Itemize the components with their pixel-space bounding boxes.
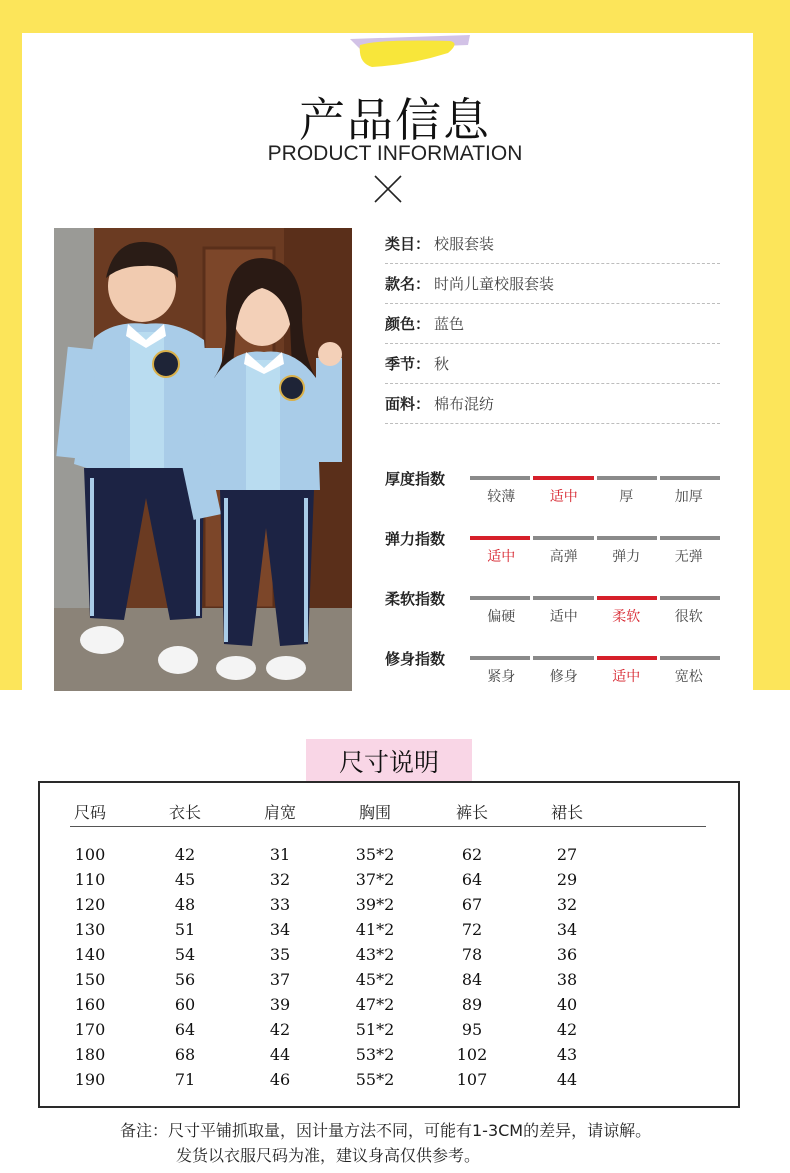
index-option: 高弹 (549, 549, 578, 565)
size-cell: 42 (269, 1020, 291, 1039)
info-key: 面料： (385, 395, 431, 413)
size-cell: 34 (556, 920, 578, 939)
index-label: 修身指数 (385, 650, 446, 668)
size-cell: 45 (174, 870, 196, 889)
size-cell: 32 (269, 870, 291, 889)
size-cell: 140 (74, 945, 106, 964)
index-bar-segment (597, 536, 657, 540)
size-cell: 60 (174, 995, 196, 1014)
product-info-list (385, 224, 720, 424)
size-cell: 56 (174, 970, 196, 989)
index-option: 适中 (612, 669, 641, 685)
index-option: 偏硬 (487, 609, 516, 625)
note-line-2: 发货以衣服尺码为准，建议身高仅供参考。 (176, 1146, 481, 1165)
size-cell: 72 (461, 920, 483, 939)
size-cell: 43*2 (355, 945, 395, 964)
info-row-style-name (385, 264, 720, 304)
index-bar-segment (533, 476, 593, 480)
size-cell: 130 (74, 920, 106, 939)
index-options (470, 606, 720, 626)
index-block (385, 588, 720, 628)
index-bar-segment (660, 596, 720, 600)
index-options (470, 546, 720, 566)
size-cell: 44 (556, 1070, 578, 1089)
size-cell: 36 (556, 945, 578, 964)
info-value: 校服套装 (434, 235, 495, 253)
product-photo (54, 228, 352, 691)
info-value: 蓝色 (434, 315, 465, 333)
info-row-season (385, 344, 720, 384)
size-cell: 120 (74, 895, 106, 914)
note-line-1: 备注：尺寸平铺抓取量，因计量方法不同，可能有1-3CM的差异，请谅解。 (120, 1121, 652, 1140)
index-option: 无弹 (674, 549, 703, 565)
brush-stroke-decoration (320, 33, 480, 73)
index-bar-segment (470, 476, 530, 480)
index-option: 弹力 (612, 549, 641, 565)
index-options (470, 486, 720, 506)
index-bar-segment (597, 476, 657, 480)
page-title: 产品信息 (299, 93, 491, 147)
size-cell: 170 (74, 1020, 106, 1039)
info-row-color (385, 304, 720, 344)
size-cell: 44 (269, 1045, 291, 1064)
index-bar-segment (597, 656, 657, 660)
size-cell: 43 (556, 1045, 578, 1064)
index-block (385, 648, 720, 688)
size-header-cell: 裙长 (550, 803, 583, 822)
index-bar-track (470, 536, 720, 540)
size-cell: 150 (74, 970, 106, 989)
size-header-cell: 胸围 (358, 803, 391, 822)
index-option: 适中 (487, 549, 516, 565)
index-block (385, 468, 720, 508)
size-cell: 37 (269, 970, 291, 989)
size-cell: 48 (174, 895, 196, 914)
size-cell: 64 (174, 1020, 196, 1039)
size-cell: 39 (269, 995, 291, 1014)
index-bar-segment (470, 596, 530, 600)
size-table (38, 781, 740, 1108)
index-bar-track (470, 476, 720, 480)
info-value: 秋 (434, 355, 450, 373)
size-cell: 53*2 (355, 1045, 395, 1064)
size-cell: 46 (269, 1070, 291, 1089)
size-cell: 68 (174, 1045, 196, 1064)
index-bar-segment (533, 596, 593, 600)
size-cell: 42 (174, 845, 196, 864)
size-cell: 64 (461, 870, 483, 889)
size-cell: 35*2 (355, 845, 395, 864)
index-options (470, 666, 720, 686)
size-cell: 190 (74, 1070, 106, 1089)
size-cell: 71 (174, 1070, 196, 1089)
size-header-cell: 尺码 (73, 803, 106, 822)
index-bar-track (470, 596, 720, 600)
size-cell: 89 (461, 995, 483, 1014)
size-cell: 180 (74, 1045, 106, 1064)
index-bar-track (470, 656, 720, 660)
size-cell: 29 (556, 870, 578, 889)
size-cell: 47*2 (355, 995, 395, 1014)
info-row-fabric (385, 384, 720, 424)
size-cell: 107 (456, 1070, 488, 1089)
index-bar-segment (533, 536, 593, 540)
size-cell: 45*2 (355, 970, 395, 989)
size-cell: 110 (74, 870, 106, 889)
index-label: 厚度指数 (385, 470, 446, 488)
size-header-cell: 肩宽 (263, 803, 296, 822)
cross-icon (373, 174, 403, 204)
size-cell: 78 (461, 945, 483, 964)
size-cell: 84 (461, 970, 483, 989)
size-cell: 54 (174, 945, 196, 964)
size-cell: 102 (456, 1045, 488, 1064)
info-value: 时尚儿童校服套装 (434, 275, 555, 293)
info-key: 类目： (385, 235, 431, 253)
size-cell: 51*2 (355, 1020, 395, 1039)
size-cell: 33 (269, 895, 291, 914)
index-bar-segment (660, 476, 720, 480)
index-option: 宽松 (674, 669, 703, 685)
size-cell: 41*2 (355, 920, 395, 939)
size-cell: 42 (556, 1020, 578, 1039)
index-option: 很软 (674, 609, 703, 625)
size-cell: 100 (74, 845, 106, 864)
size-header-cell: 衣长 (168, 803, 201, 822)
size-cell: 34 (269, 920, 291, 939)
index-option: 适中 (549, 489, 578, 505)
index-bar-segment (533, 656, 593, 660)
index-bar-segment (660, 656, 720, 660)
index-option: 修身 (549, 669, 578, 685)
index-bar-segment (597, 596, 657, 600)
info-key: 颜色： (385, 315, 431, 333)
index-label: 弹力指数 (385, 530, 446, 548)
size-cell: 31 (269, 845, 291, 864)
size-cell: 35 (269, 945, 291, 964)
index-bar-segment (660, 536, 720, 540)
index-bar-segment (470, 656, 530, 660)
size-cell: 40 (556, 995, 578, 1014)
index-block (385, 528, 720, 568)
index-option: 较薄 (487, 489, 516, 505)
size-cell: 51 (174, 920, 196, 939)
size-cell: 27 (556, 845, 578, 864)
size-cell: 95 (461, 1020, 483, 1039)
info-key: 款名： (385, 275, 431, 293)
size-cell: 55*2 (355, 1070, 395, 1089)
size-cell: 67 (461, 895, 483, 914)
size-section-title: 尺寸说明 (306, 739, 472, 782)
index-option: 紧身 (487, 669, 516, 685)
info-value: 棉布混纺 (434, 395, 495, 413)
size-cell: 37*2 (355, 870, 395, 889)
index-option: 加厚 (674, 489, 703, 505)
size-cell: 32 (556, 895, 578, 914)
index-option: 柔软 (612, 609, 641, 625)
size-cell: 160 (74, 995, 106, 1014)
index-option: 厚 (619, 489, 634, 505)
info-row-category (385, 224, 720, 264)
size-cell: 39*2 (355, 895, 395, 914)
index-option: 适中 (549, 609, 578, 625)
size-cell: 62 (461, 845, 483, 864)
size-header-cell: 裤长 (455, 803, 488, 822)
size-cell: 38 (556, 970, 578, 989)
index-bar-segment (470, 536, 530, 540)
page-subtitle: PRODUCT INFORMATION (267, 142, 523, 165)
index-label: 柔软指数 (385, 590, 446, 608)
info-key: 季节： (385, 355, 431, 373)
